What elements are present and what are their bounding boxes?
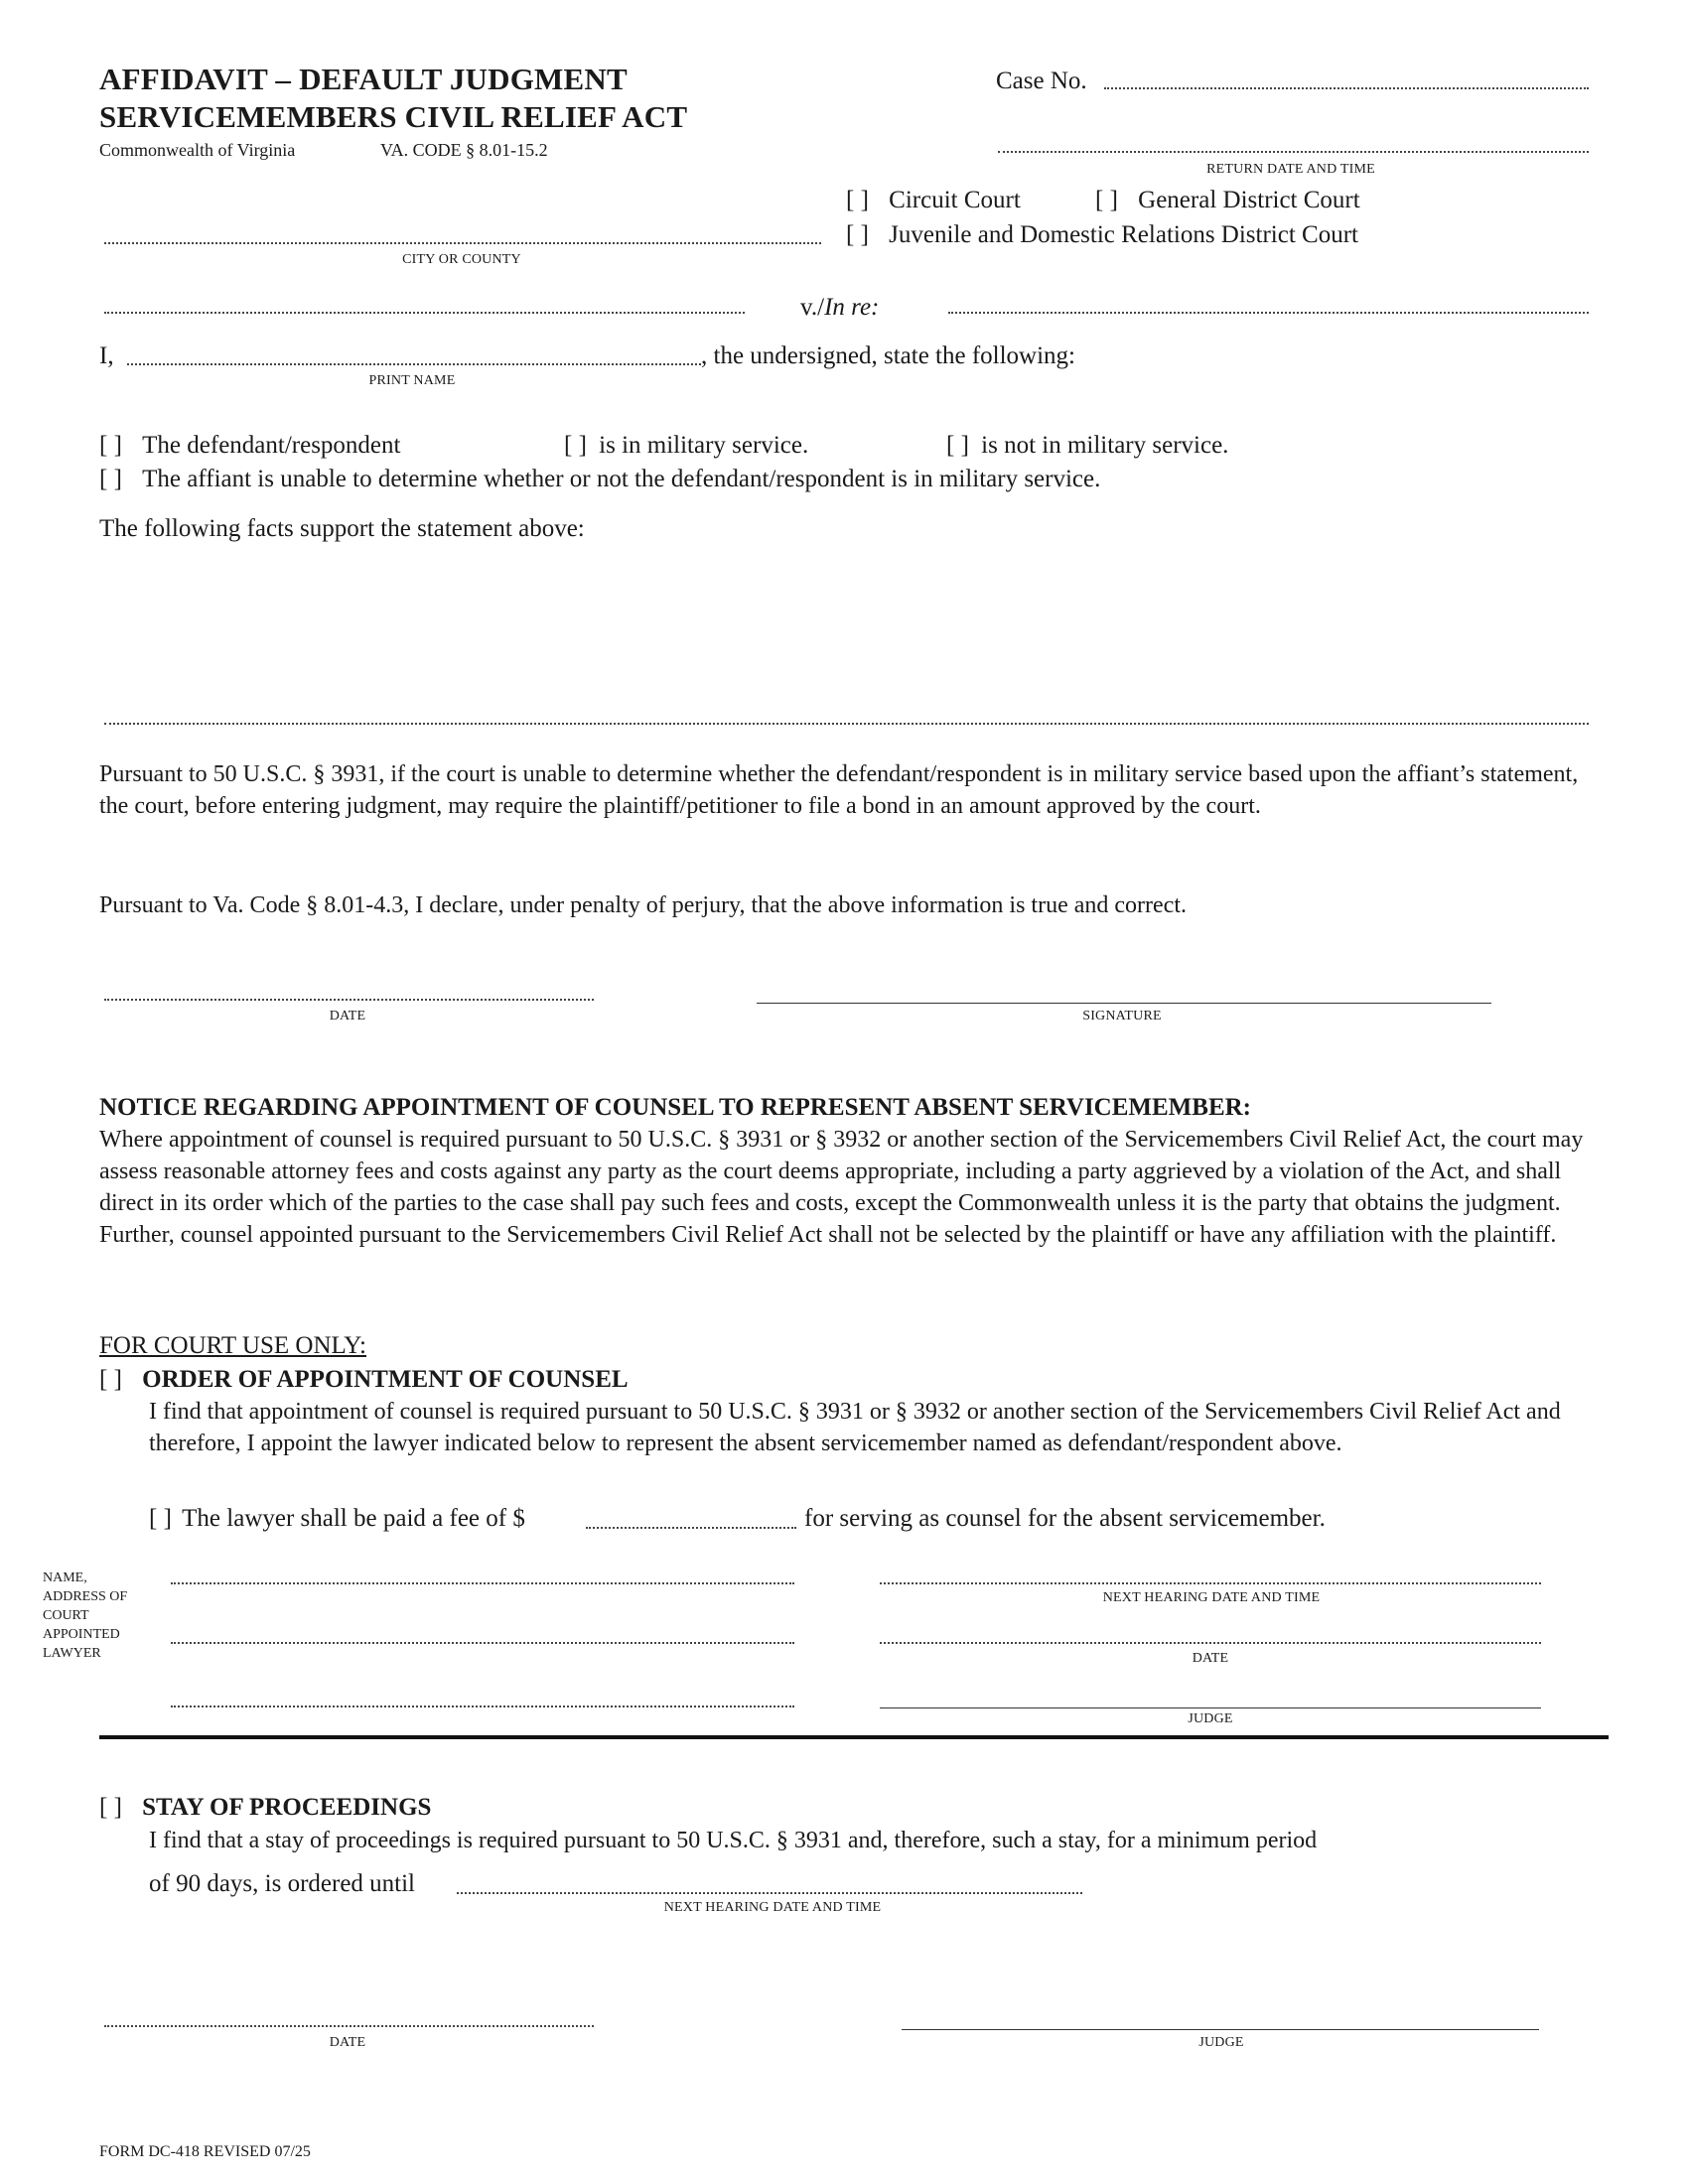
order-heading: ORDER OF APPOINTMENT OF COUNSEL (142, 1366, 629, 1393)
stay-judge-line[interactable] (902, 2029, 1539, 2030)
court-option-circuit[interactable] (846, 185, 1021, 216)
i-label: I, (99, 342, 114, 369)
fee-amount-field[interactable] (586, 1527, 796, 1529)
case-no-label: Case No. (996, 68, 1087, 94)
court-option-general-district[interactable] (1095, 185, 1360, 216)
stay-date-field[interactable] (104, 2025, 594, 2027)
lawyer-label-line1: NAME, (43, 1570, 87, 1585)
stay-date-label: DATE (329, 2035, 366, 2050)
next-hearing-label: NEXT HEARING DATE AND TIME (1102, 1590, 1321, 1605)
facts-area[interactable] (99, 551, 1589, 720)
lawyer-label-line3: COURT (43, 1608, 89, 1623)
is-military-checkbox[interactable]: [ ] (564, 432, 587, 459)
stay-heading: STAY OF PROCEEDINGS (142, 1794, 432, 1821)
notice-body: Where appointment of counsel is required pursuant to 50 U.S.C. § 3931 or § 3932 or another section of the Servicemembers Civil Relief Act, the court may assess reasonable attorney fees and costs against any party as the court deems appropriate, including a party aggrieved by a violation of the Act, and shall direct in its order which of the parties to the case shall pay such fees and costs, except the Commonwealth unless it is the party that obtains the judgment. Further, counsel appointed pursuant to the Servicemembers Civil Relief Act shall not be selected by the plaintiff or have any affiliation with the plaintiff. (99, 1127, 1584, 1248)
plaintiff-field[interactable] (104, 312, 745, 314)
order-date-label: DATE (1192, 1651, 1229, 1666)
vs-text: v./ (800, 294, 825, 321)
commonwealth-label: Commonwealth of Virginia (99, 140, 296, 160)
not-military-option[interactable] (946, 430, 1228, 462)
court-option-juvenile[interactable] (846, 219, 1358, 251)
lawyer-name-field[interactable] (171, 1582, 794, 1584)
stay-until-text: of 90 days, is ordered until (149, 1870, 416, 1897)
circuit-label: Circuit Court (889, 187, 1021, 213)
city-county-label: CITY OR COUNTY (402, 252, 521, 267)
form-title-line2: SERVICEMEMBERS CIVIL RELIEF ACT (99, 99, 688, 134)
unable-option[interactable] (99, 464, 1100, 495)
fee-prefix: The lawyer shall be paid a fee of $ (182, 1505, 525, 1532)
signature-line[interactable] (757, 1003, 1491, 1004)
general-district-label: General District Court (1138, 187, 1360, 213)
print-name-label: PRINT NAME (368, 373, 456, 388)
not-military-checkbox[interactable]: [ ] (946, 432, 969, 459)
stay-until-field[interactable] (457, 1892, 1082, 1894)
circuit-checkbox[interactable]: [ ] (846, 187, 869, 213)
lawyer-address-field-1[interactable] (171, 1642, 794, 1644)
lawyer-label-line2: ADDRESS OF (43, 1589, 128, 1604)
stay-row[interactable] (99, 1792, 431, 1824)
form-id: FORM DC-418 REVISED 07/25 (99, 2143, 311, 2160)
undersigned-text: , the undersigned, state the following: (701, 342, 1076, 369)
affiant-name-field[interactable] (127, 363, 701, 365)
defendant-label: The defendant/respondent (142, 432, 401, 459)
stay-judge-label: JUDGE (1198, 2035, 1244, 2050)
order-judge-line[interactable] (880, 1707, 1541, 1708)
order-checkbox[interactable]: [ ] (99, 1366, 122, 1393)
form-title-line1: AFFIDAVIT – DEFAULT JUDGMENT (99, 62, 628, 96)
is-military-option[interactable] (564, 430, 808, 462)
order-judge-label: JUDGE (1188, 1711, 1233, 1726)
fee-suffix: for serving as counsel for the absent servicemember. (804, 1505, 1326, 1532)
lawyer-label-line4: APPOINTED (43, 1627, 120, 1642)
defendant-status-row (99, 430, 400, 462)
lawyer-label (43, 1569, 127, 1663)
defendant-field[interactable] (948, 312, 1589, 314)
return-date-label: RETURN DATE AND TIME (1206, 162, 1375, 177)
return-date-field[interactable] (998, 151, 1589, 153)
code-reference: VA. CODE § 8.01-15.2 (380, 140, 548, 160)
order-body: I find that appointment of counsel is required pursuant to 50 U.S.C. § 3931 or § 3932 or another section of the Servicemembers Civil Relief Act and therefore, I appoint the lawyer indicated below to represent the absent servicemember named as defendant/respondent above. (149, 1399, 1561, 1456)
juvenile-label: Juvenile and Domestic Relations District Court (889, 221, 1358, 248)
case-no-field[interactable] (1104, 87, 1589, 89)
stay-next-hearing-label: NEXT HEARING DATE AND TIME (663, 1900, 882, 1915)
versus-label (800, 292, 879, 324)
unable-label: The affiant is unable to determine whether or not the defendant/respondent is in military service. (142, 466, 1101, 492)
in-re-text: In re: (824, 294, 880, 321)
affidavit-date-label: DATE (329, 1009, 366, 1024)
city-county-field[interactable] (104, 242, 821, 244)
general-district-checkbox[interactable]: [ ] (1095, 187, 1118, 213)
juvenile-checkbox[interactable]: [ ] (846, 221, 869, 248)
is-military-label: is in military service. (599, 432, 809, 459)
signature-label: SIGNATURE (1082, 1009, 1162, 1024)
affidavit-date-field[interactable] (104, 999, 594, 1001)
lawyer-label-line5: LAWYER (43, 1646, 101, 1661)
lawyer-address-field-2[interactable] (171, 1706, 794, 1707)
next-hearing-field[interactable] (880, 1582, 1541, 1584)
section-divider (99, 1735, 1609, 1739)
fee-checkbox[interactable]: [ ] (149, 1505, 172, 1532)
bond-paragraph: Pursuant to 50 U.S.C. § 3931, if the court is unable to determine whether the defendant/respondent is in military service based upon the affiant’s statement, the court, before entering judgment, may require the plaintiff/petitioner to file a bond in an amount approved by the court. (99, 761, 1579, 819)
order-appointment-row[interactable] (99, 1364, 629, 1396)
unable-checkbox[interactable]: [ ] (99, 466, 122, 492)
court-use-label: FOR COURT USE ONLY: (99, 1332, 366, 1359)
defendant-checkbox[interactable]: [ ] (99, 432, 122, 459)
facts-line[interactable] (104, 723, 1589, 725)
order-date-field[interactable] (880, 1642, 1541, 1644)
stay-checkbox[interactable]: [ ] (99, 1794, 122, 1821)
stay-body: I find that a stay of proceedings is required pursuant to 50 U.S.C. § 3931 and, therefore, such a stay, for a minimum period (149, 1828, 1318, 1853)
not-military-label: is not in military service. (981, 432, 1229, 459)
fee-row (149, 1503, 525, 1535)
facts-label: The following facts support the statement above: (99, 515, 585, 542)
notice-heading: NOTICE REGARDING APPOINTMENT OF COUNSEL TO REPRESENT ABSENT SERVICEMEMBER: (99, 1094, 1252, 1121)
perjury-paragraph: Pursuant to Va. Code § 8.01-4.3, I declare, under penalty of perjury, that the above information is true and correct. (99, 892, 1187, 918)
